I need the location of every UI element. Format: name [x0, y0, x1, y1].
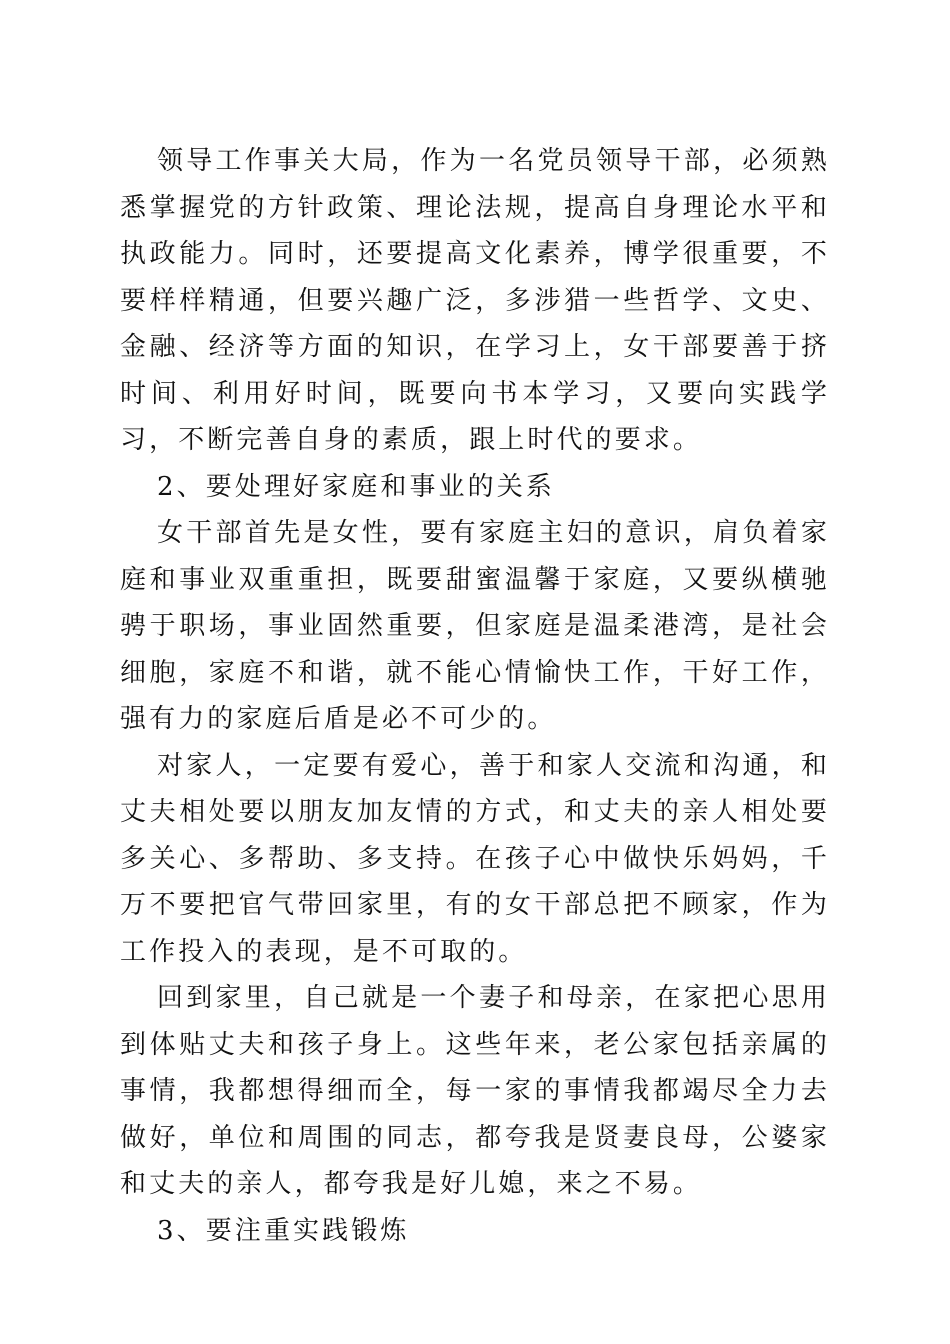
paragraph-family-role: 女干部首先是女性，要有家庭主妇的意识，肩负着家庭和事业双重重担，既要甜蜜温馨于家庭，又要纵横驰骋于职场，事业固然重要，但家庭是温柔港湾，是社会细胞，家庭不和谐，就不能心情愉快工作，干好工作，强有力的家庭后盾是必不可少的。: [120, 518, 830, 734]
paragraph-study: 领导工作事关大局，作为一名党员领导干部，必须熟悉掌握党的方针政策、理论法规，提高自身理论水平和执政能力。同时，还要提高文化素养，博学很重要，不要样样精通，但要兴趣广泛，多涉猎一些哲学、文史、金融、经济等方面的知识，在学习上，女干部要善于挤时间、利用好时间，既要向书本学习，又要向实践学习，不断完善自身的素质，跟上时代的要求。: [120, 146, 830, 455]
paragraph-family-members: 对家人，一定要有爱心，善于和家人交流和沟通，和丈夫相处要以朋友加友情的方式，和丈夫的亲人相处要多关心、多帮助、多支持。在孩子心中做快乐妈妈，千万不要把官气带回家里，有的女干部总把不顾家，作为工作投入的表现，是不可取的。: [120, 750, 830, 967]
paragraph-at-home: 回到家里，自己就是一个妻子和母亲，在家把心思用到体贴丈夫和孩子身上。这些年来，老公家包括亲属的事情，我都想得细而全，每一家的事情我都竭尽全力去做好，单位和周围的同志，都夸我是贤妻良母，公婆家和丈夫的亲人，都夸我是好儿媳，来之不易。: [120, 983, 830, 1199]
section-heading-practice: 3、要注重实践锻炼: [157, 1215, 410, 1246]
section-heading-family-career: 2、要处理好家庭和事业的关系: [157, 471, 555, 502]
